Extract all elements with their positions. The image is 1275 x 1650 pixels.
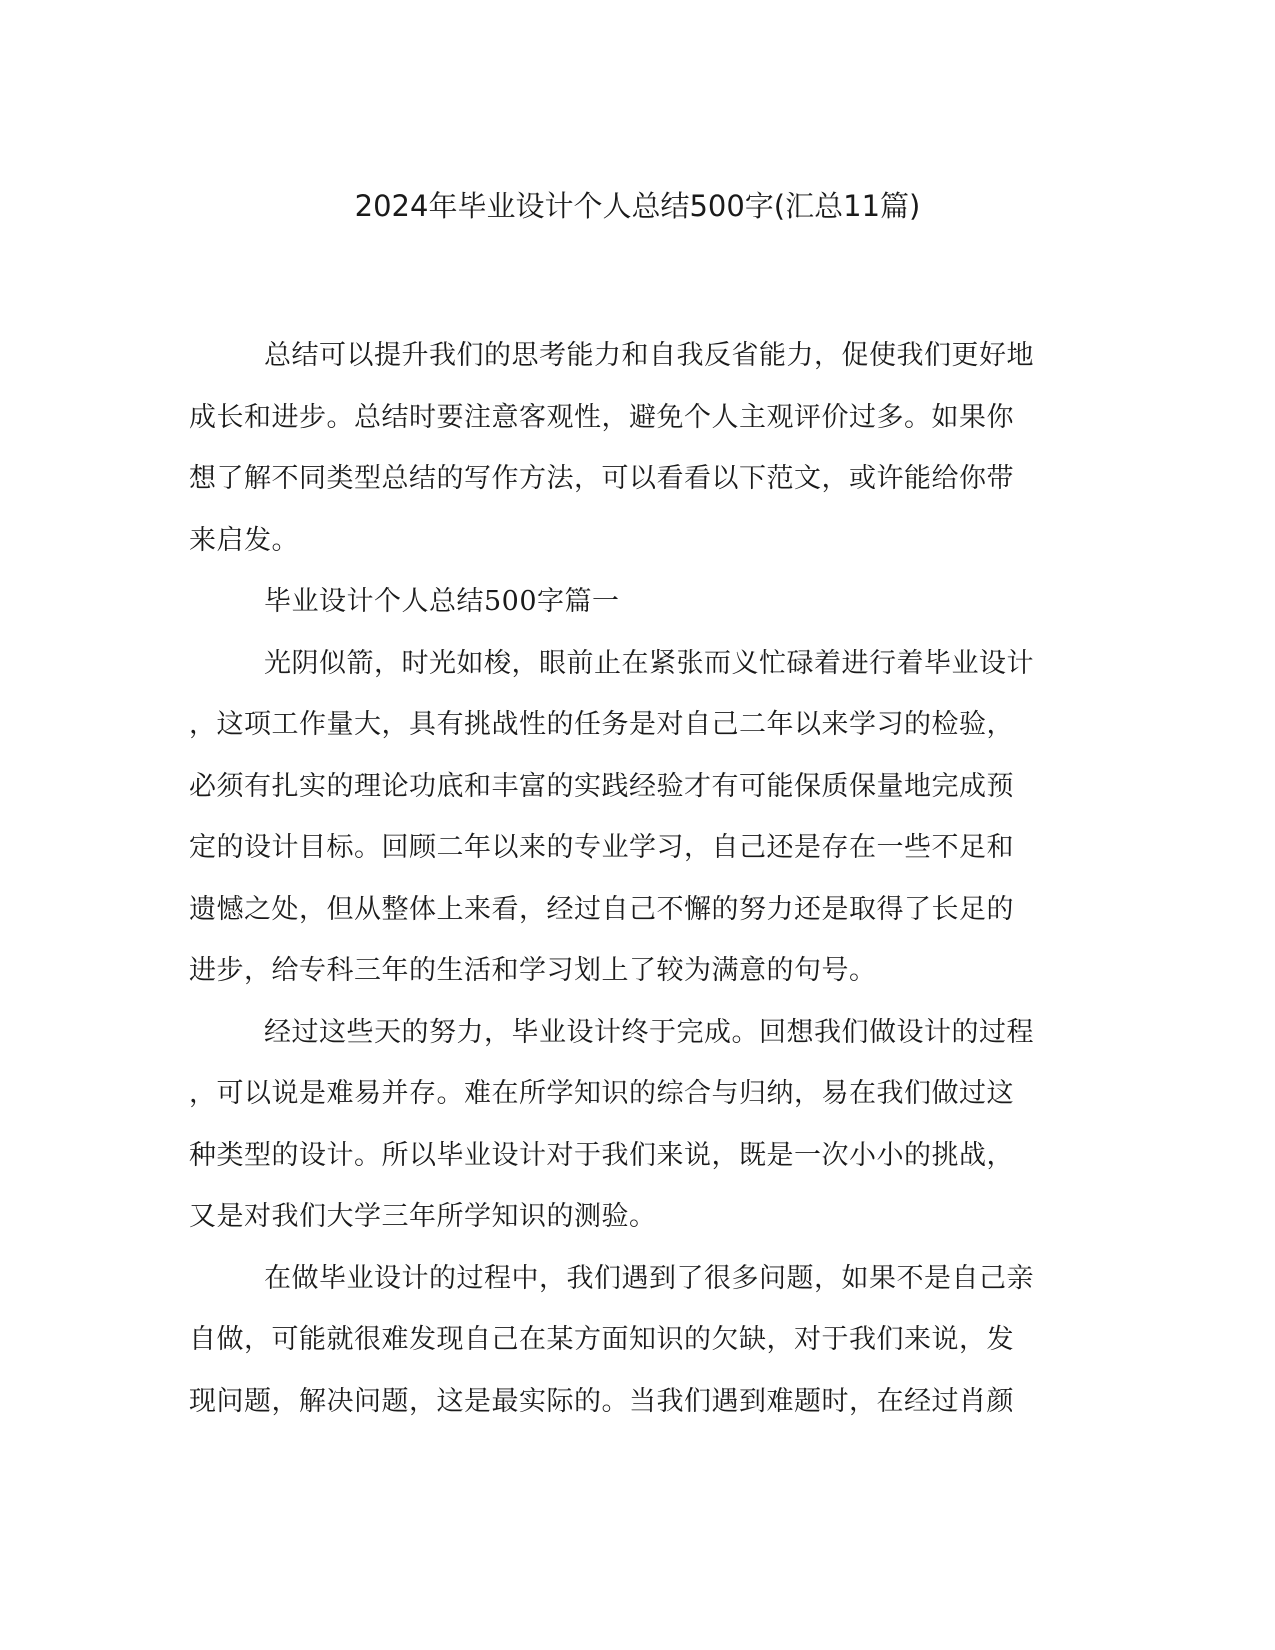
text-line: 经过这些天的努力，毕业设计终于完成。回想我们做设计的过程 (264, 1016, 1034, 1048)
text-line: 必须有扎实的理论功底和丰富的实践经验才有可能保质保量地完成预 (189, 770, 1014, 802)
text-line: 又是对我们大学三年所学知识的测验。 (189, 1201, 657, 1232)
text-line: 来启发。 (189, 524, 299, 556)
document-title: 2024年毕业设计个人总结500字(汇总11篇) (354, 189, 921, 223)
text-line: ，可以说是难易并存。难在所学知识的综合与归纳，易在我们做过这 (189, 1078, 1014, 1109)
text-line: 想了解不同类型总结的写作方法，可以看看以下范文，或许能给你带 (189, 463, 1014, 494)
text-line: 在做毕业设计的过程中，我们遇到了很多问题，如果不是自己亲 (264, 1262, 1034, 1294)
text-line: 总结可以提升我们的思考能力和自我反省能力，促使我们更好地 (264, 340, 1034, 371)
text-line: 光阴似箭，时光如梭，眼前止在紧张而义忙碌着进行着毕业设计 (264, 647, 1034, 679)
text-line: 遗憾之处，但从整体上来看，经过自己不懈的努力还是取得了长足的 (189, 893, 1014, 925)
section-heading: 毕业设计个人总结500字篇一 (264, 586, 620, 617)
text-line: 种类型的设计。所以毕业设计对于我们来说，既是一次小小的挑战， (189, 1139, 1014, 1171)
document-body (189, 325, 1089, 1432)
text-line: 进步，给专科三年的生活和学习划上了较为满意的句号。 (189, 955, 877, 986)
text-line: 现问题，解决问题，这是最实际的。当我们遇到难题时，在经过肖颜 (189, 1385, 1014, 1417)
text-line: 成长和进步。总结时要注意客观性，避免个人主观评价过多。如果你 (189, 401, 1014, 433)
text-line: ，这项工作量大，具有挑战性的任务是对自己二年以来学习的检验， (189, 709, 1014, 740)
text-line: 自做，可能就很难发现自己在某方面知识的欠缺，对于我们来说，发 (189, 1324, 1014, 1355)
text-line: 定的设计目标。回顾二年以来的专业学习，自己还是存在一些不足和 (189, 832, 1014, 863)
